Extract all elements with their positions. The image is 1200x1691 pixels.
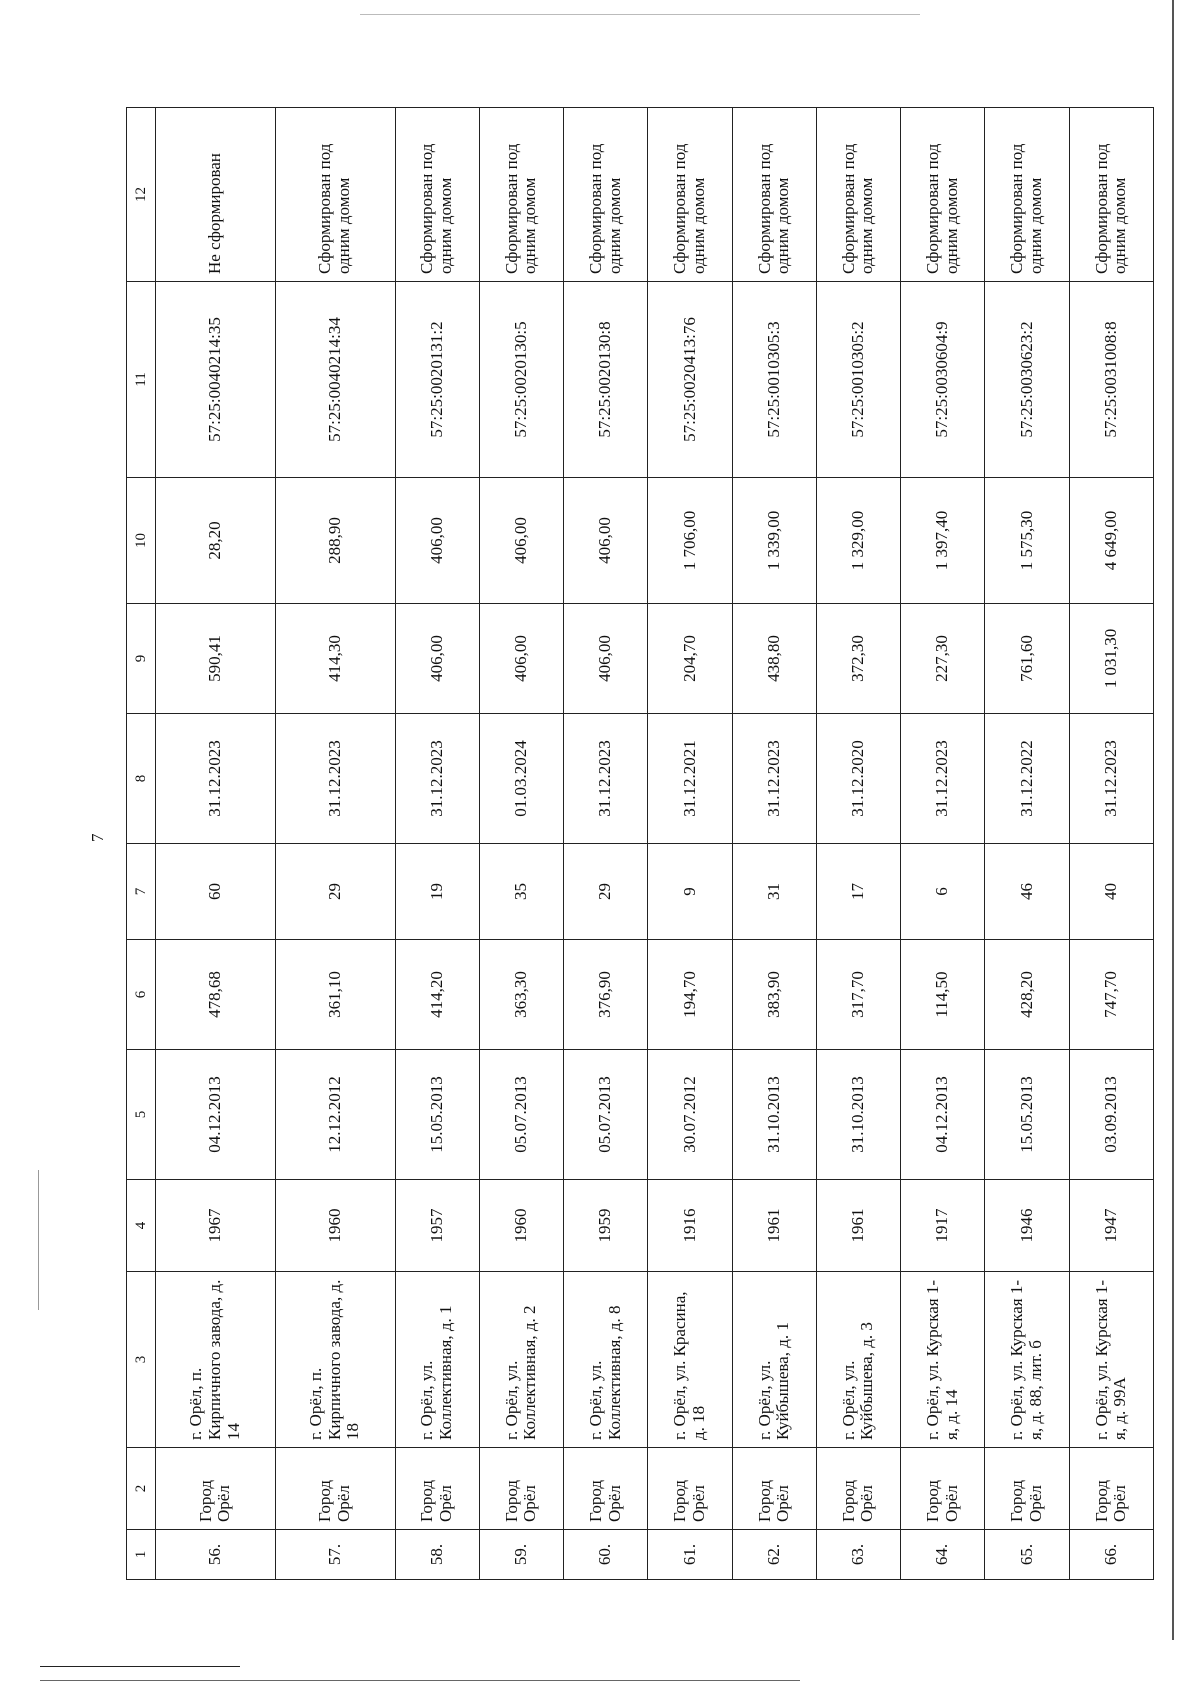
land-status-cell: Сформирован под одним домом — [275, 108, 395, 282]
scan-edge-right — [1172, 0, 1174, 1640]
construction-year-cell: 1961 — [816, 1180, 900, 1272]
footnote-rule — [40, 1666, 240, 1667]
row-number-cell: 61. — [648, 1530, 732, 1580]
scan-edge-top — [360, 14, 920, 15]
deadline-date-cell: 31.12.2023 — [564, 714, 648, 844]
cadastral-number-cell: 57:25:0030623:2 — [985, 282, 1069, 478]
house-address-cell: г. Орёл, ул. Куйбышева, д. 3 — [816, 1272, 900, 1448]
residents-count-cell: 46 — [985, 844, 1069, 940]
deadline-date-cell: 31.12.2021 — [648, 714, 732, 844]
record-date-cell: 31.10.2013 — [732, 1050, 816, 1180]
total-area-cell: 590,41 — [156, 604, 276, 714]
record-date-cell: 12.12.2012 — [275, 1050, 395, 1180]
settlement-type-cell: Город Орёл — [156, 1448, 276, 1530]
deadline-date-cell: 31.12.2022 — [985, 714, 1069, 844]
record-date-cell: 04.12.2013 — [901, 1050, 985, 1180]
column-number: 3 — [127, 1272, 156, 1448]
floor-area-cell: 478,68 — [156, 940, 276, 1050]
construction-year-cell: 1967 — [156, 1180, 276, 1272]
cadastral-number-cell: 57:25:0030604:9 — [901, 282, 985, 478]
record-date-cell: 30.07.2012 — [648, 1050, 732, 1180]
house-address-cell: г. Орёл, ул. Курская 1-я, д. 99А — [1069, 1272, 1153, 1448]
deadline-date-cell: 31.12.2023 — [275, 714, 395, 844]
construction-year-cell: 1960 — [275, 1180, 395, 1272]
row-number-cell: 64. — [901, 1530, 985, 1580]
floor-area-cell: 194,70 — [648, 940, 732, 1050]
table-row — [648, 108, 732, 1580]
residents-count-cell: 35 — [479, 844, 563, 940]
residents-count-cell: 29 — [275, 844, 395, 940]
total-area-cell: 1 031,30 — [1069, 604, 1153, 714]
column-number: 2 — [127, 1448, 156, 1530]
table-row — [985, 108, 1069, 1580]
settlement-type-cell: Город Орёл — [816, 1448, 900, 1530]
construction-year-cell: 1916 — [648, 1180, 732, 1272]
floor-area-cell: 376,90 — [564, 940, 648, 1050]
land-status-cell: Сформирован под одним домом — [901, 108, 985, 282]
land-area-cell: 406,00 — [395, 478, 479, 604]
row-number-cell: 60. — [564, 1530, 648, 1580]
residents-count-cell: 31 — [732, 844, 816, 940]
total-area-cell: 406,00 — [395, 604, 479, 714]
row-number-cell: 62. — [732, 1530, 816, 1580]
construction-year-cell: 1961 — [732, 1180, 816, 1272]
cadastral-number-cell: 57:25:0031008:8 — [1069, 282, 1153, 478]
construction-year-cell: 1960 — [479, 1180, 563, 1272]
row-number-cell: 63. — [816, 1530, 900, 1580]
cadastral-number-cell: 57:25:0020130:5 — [479, 282, 563, 478]
column-number: 11 — [127, 282, 156, 478]
construction-year-cell: 1917 — [901, 1180, 985, 1272]
record-date-cell: 04.12.2013 — [156, 1050, 276, 1180]
land-area-cell: 1 575,30 — [985, 478, 1069, 604]
record-date-cell: 03.09.2013 — [1069, 1050, 1153, 1180]
residents-count-cell: 60 — [156, 844, 276, 940]
row-number-cell: 58. — [395, 1530, 479, 1580]
column-number: 1 — [127, 1530, 156, 1580]
house-address-cell: г. Орёл, ул. Красина, д. 18 — [648, 1272, 732, 1448]
total-area-cell: 372,30 — [816, 604, 900, 714]
record-date-cell: 05.07.2013 — [564, 1050, 648, 1180]
land-area-cell: 4 649,00 — [1069, 478, 1153, 604]
column-number: 12 — [127, 108, 156, 282]
house-address-cell: г. Орёл, ул. Куйбышева, д. 1 — [732, 1272, 816, 1448]
settlement-type-cell: Город Орёл — [648, 1448, 732, 1530]
total-area-cell: 414,30 — [275, 604, 395, 714]
cadastral-number-cell: 57:25:0010305:3 — [732, 282, 816, 478]
column-number-row — [127, 108, 156, 1580]
settlement-type-cell: Город Орёл — [564, 1448, 648, 1530]
house-address-cell: г. Орёл, п. Кирпичного завода, д. 18 — [275, 1272, 395, 1448]
cadastral-number-cell: 57:25:0020131:2 — [395, 282, 479, 478]
scan-mark-left — [38, 1170, 39, 1310]
row-number-cell: 57. — [275, 1530, 395, 1580]
table-row — [479, 108, 563, 1580]
settlement-type-cell: Город Орёл — [985, 1448, 1069, 1530]
deadline-date-cell: 31.12.2023 — [732, 714, 816, 844]
total-area-cell: 761,60 — [985, 604, 1069, 714]
land-status-cell: Сформирован под одним домом — [1069, 108, 1153, 282]
floor-area-cell: 747,70 — [1069, 940, 1153, 1050]
settlement-type-cell: Город Орёл — [1069, 1448, 1153, 1530]
cadastral-number-cell: 57:25:0040214:34 — [275, 282, 395, 478]
land-status-cell: Сформирован под одним домом — [648, 108, 732, 282]
row-number-cell: 66. — [1069, 1530, 1153, 1580]
land-area-cell: 1 397,40 — [901, 478, 985, 604]
deadline-date-cell: 31.12.2023 — [1069, 714, 1153, 844]
land-area-cell: 288,90 — [275, 478, 395, 604]
table-row — [275, 108, 395, 1580]
column-number: 8 — [127, 714, 156, 844]
floor-area-cell: 414,20 — [395, 940, 479, 1050]
housing-register-table — [126, 107, 1154, 1580]
table-row — [1069, 108, 1153, 1580]
construction-year-cell: 1947 — [1069, 1180, 1153, 1272]
land-status-cell: Сформирован под одним домом — [564, 108, 648, 282]
table-row — [732, 108, 816, 1580]
column-number: 4 — [127, 1180, 156, 1272]
total-area-cell: 438,80 — [732, 604, 816, 714]
record-date-cell: 31.10.2013 — [816, 1050, 900, 1180]
house-address-cell: г. Орёл, ул. Курская 1-я, д. 88, лит. б — [985, 1272, 1069, 1448]
settlement-type-cell: Город Орёл — [479, 1448, 563, 1530]
table-row — [156, 108, 276, 1580]
column-number: 5 — [127, 1050, 156, 1180]
land-status-cell: Сформирован под одним домом — [479, 108, 563, 282]
record-date-cell: 15.05.2013 — [395, 1050, 479, 1180]
record-date-cell: 05.07.2013 — [479, 1050, 563, 1180]
house-address-cell: г. Орёл, п. Кирпичного завода, д. 14 — [156, 1272, 276, 1448]
table-row — [395, 108, 479, 1580]
residents-count-cell: 6 — [901, 844, 985, 940]
residents-count-cell: 9 — [648, 844, 732, 940]
table-row — [564, 108, 648, 1580]
column-number: 9 — [127, 604, 156, 714]
record-date-cell: 15.05.2013 — [985, 1050, 1069, 1180]
cadastral-number-cell: 57:25:0010305:2 — [816, 282, 900, 478]
settlement-type-cell: Город Орёл — [395, 1448, 479, 1530]
house-address-cell: г. Орёл, ул. Коллективная, д. 1 — [395, 1272, 479, 1448]
construction-year-cell: 1959 — [564, 1180, 648, 1272]
deadline-date-cell: 31.12.2023 — [901, 714, 985, 844]
land-status-cell: Не сформирован — [156, 108, 276, 282]
floor-area-cell: 361,10 — [275, 940, 395, 1050]
settlement-type-cell: Город Орёл — [275, 1448, 395, 1530]
land-area-cell: 1 339,00 — [732, 478, 816, 604]
settlement-type-cell: Город Орёл — [732, 1448, 816, 1530]
land-status-cell: Сформирован под одним домом — [816, 108, 900, 282]
total-area-cell: 204,70 — [648, 604, 732, 714]
deadline-date-cell: 31.12.2020 — [816, 714, 900, 844]
floor-area-cell: 317,70 — [816, 940, 900, 1050]
floor-area-cell: 363,30 — [479, 940, 563, 1050]
table-row — [816, 108, 900, 1580]
total-area-cell: 406,00 — [479, 604, 563, 714]
floor-area-cell: 383,90 — [732, 940, 816, 1050]
land-status-cell: Сформирован под одним домом — [985, 108, 1069, 282]
residents-count-cell: 19 — [395, 844, 479, 940]
land-status-cell: Сформирован под одним домом — [395, 108, 479, 282]
row-number-cell: 56. — [156, 1530, 276, 1580]
cadastral-number-cell: 57:25:0020413:76 — [648, 282, 732, 478]
house-address-cell: г. Орёл, ул. Курская 1-я, д. 14 — [901, 1272, 985, 1448]
house-address-cell: г. Орёл, ул. Коллективная, д. 8 — [564, 1272, 648, 1448]
settlement-type-cell: Город Орёл — [901, 1448, 985, 1530]
deadline-date-cell: 31.12.2023 — [395, 714, 479, 844]
total-area-cell: 227,30 — [901, 604, 985, 714]
land-area-cell: 28,20 — [156, 478, 276, 604]
construction-year-cell: 1946 — [985, 1180, 1069, 1272]
page-number: 7 — [88, 833, 107, 842]
residents-count-cell: 17 — [816, 844, 900, 940]
deadline-date-cell: 01.03.2024 — [479, 714, 563, 844]
table-row — [901, 108, 985, 1580]
land-area-cell: 1 329,00 — [816, 478, 900, 604]
column-number: 7 — [127, 844, 156, 940]
floor-area-cell: 428,20 — [985, 940, 1069, 1050]
cadastral-number-cell: 57:25:0040214:35 — [156, 282, 276, 478]
residents-count-cell: 29 — [564, 844, 648, 940]
construction-year-cell: 1957 — [395, 1180, 479, 1272]
land-area-cell: 406,00 — [479, 478, 563, 604]
floor-area-cell: 114,50 — [901, 940, 985, 1050]
column-number: 6 — [127, 940, 156, 1050]
scan-edge-bottom — [40, 1680, 800, 1681]
deadline-date-cell: 31.12.2023 — [156, 714, 276, 844]
total-area-cell: 406,00 — [564, 604, 648, 714]
row-number-cell: 59. — [479, 1530, 563, 1580]
land-area-cell: 406,00 — [564, 478, 648, 604]
land-area-cell: 1 706,00 — [648, 478, 732, 604]
residents-count-cell: 40 — [1069, 844, 1153, 940]
rotated-table-container — [126, 108, 1154, 1580]
house-address-cell: г. Орёл, ул. Коллективная, д. 2 — [479, 1272, 563, 1448]
row-number-cell: 65. — [985, 1530, 1069, 1580]
cadastral-number-cell: 57:25:0020130:8 — [564, 282, 648, 478]
land-status-cell: Сформирован под одним домом — [732, 108, 816, 282]
column-number: 10 — [127, 478, 156, 604]
